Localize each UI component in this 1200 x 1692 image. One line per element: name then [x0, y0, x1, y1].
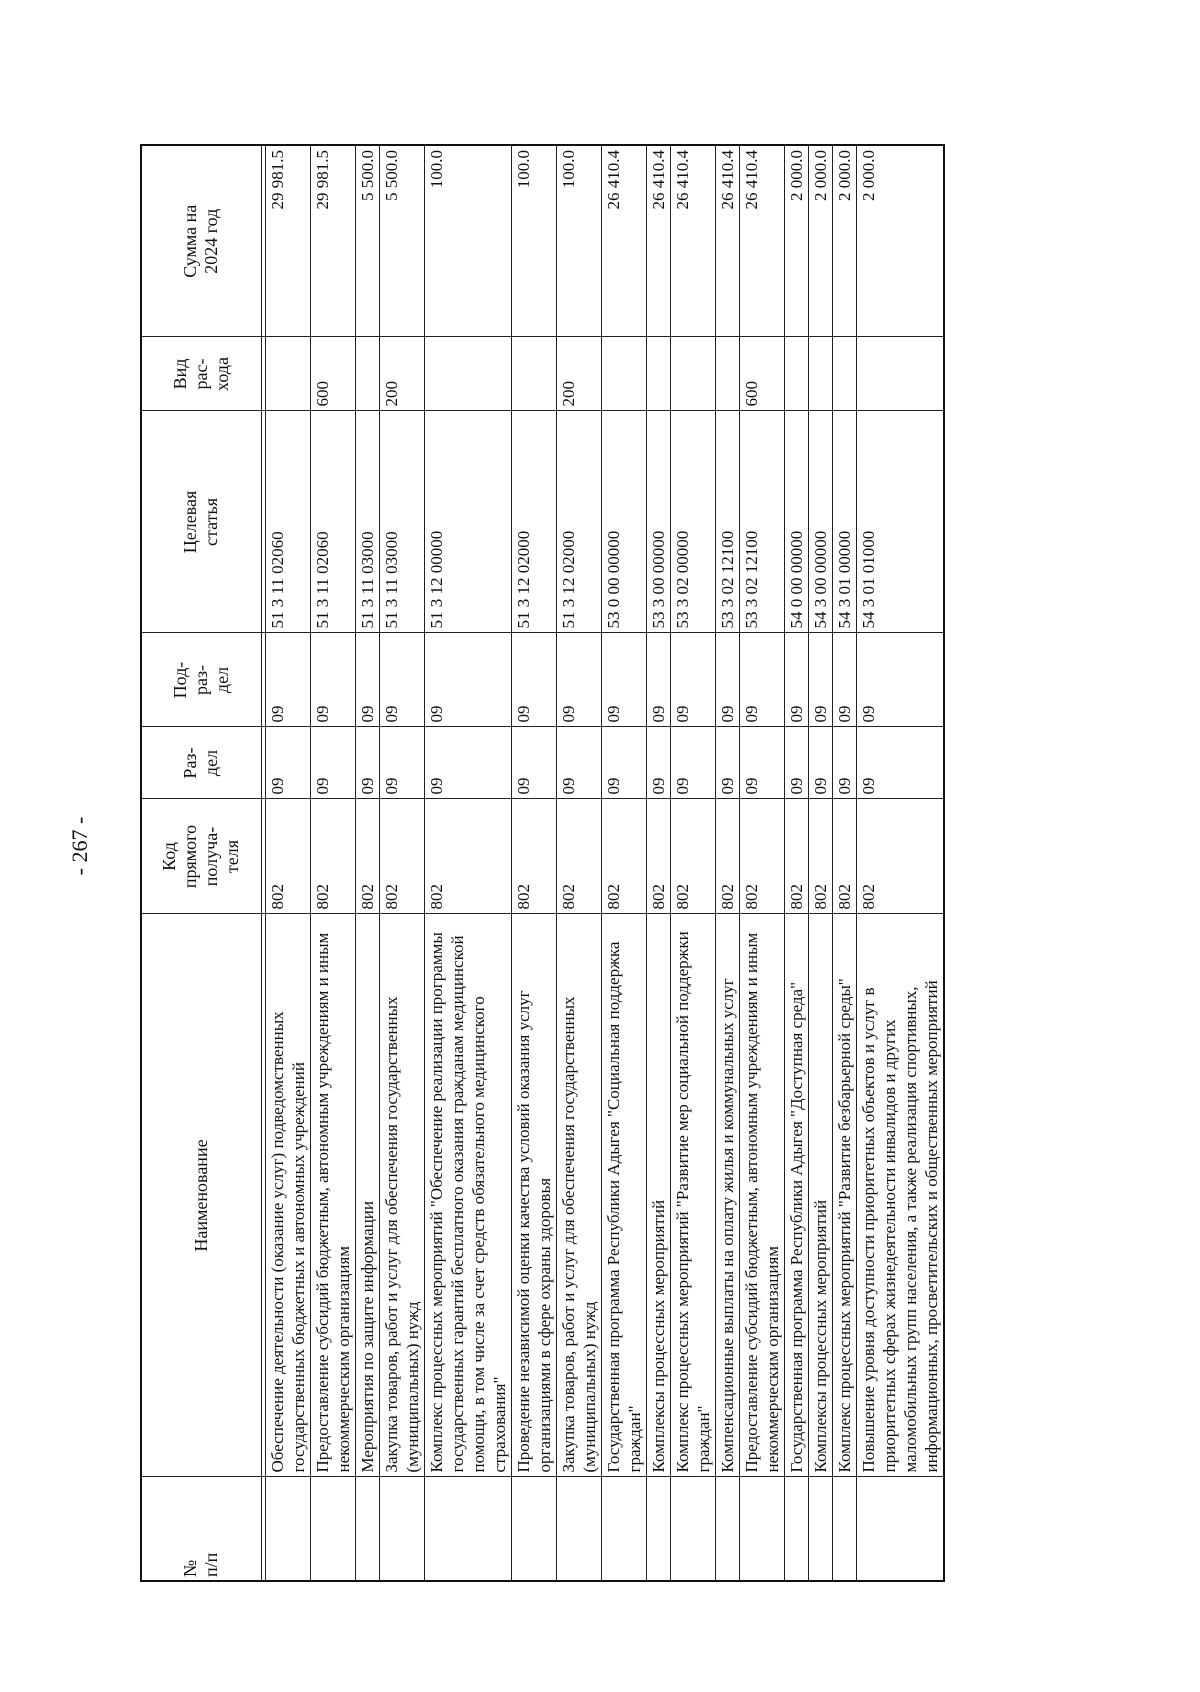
header-sum — [141, 145, 261, 337]
header-code-text: Код прямого получа- теля — [159, 824, 243, 889]
cell-section: 09 — [670, 727, 715, 799]
cell-section: 09 — [646, 727, 670, 799]
header-name — [141, 914, 261, 1477]
cell-section: 09 — [511, 727, 556, 799]
cell-type: 200 — [379, 337, 424, 411]
cell-subsection: 09 — [832, 633, 856, 727]
cell-sum: 100.0 — [511, 145, 556, 337]
cell-code: 802 — [739, 799, 784, 914]
cell-subsection: 09 — [715, 633, 739, 727]
cell-name: Закупка товаров, работ и услуг для обеспечения государственных (муниципальных) нужд — [556, 914, 601, 1477]
cell-code: 802 — [808, 799, 832, 914]
cell-target: 54 3 00 00000 — [808, 411, 832, 633]
header-num-text: № п/п — [180, 1552, 222, 1577]
table-row — [856, 145, 944, 1581]
cell-target: 53 3 02 12100 — [739, 411, 784, 633]
cell-num — [739, 1477, 784, 1581]
cell-code: 802 — [856, 799, 944, 914]
cell-subsection: 09 — [739, 633, 784, 727]
cell-target: 54 3 01 01000 — [856, 411, 944, 633]
table-row — [739, 145, 784, 1581]
cell-sum: 29 981.5 — [310, 145, 355, 337]
cell-code: 802 — [265, 799, 310, 914]
cell-name: Проведение независимой оценки качества условий оказания услуг организациями в сфере охраны здоровья — [511, 914, 556, 1477]
header-section-text: Раз- дел — [180, 747, 222, 779]
cell-name: Комплекс процессных мероприятий "Обеспечение реализации программы государственных гарантий бесплатного оказания гражданам медицинской помощи, в том числе за счет средств обязательного медицинского страхования" — [424, 914, 511, 1477]
cell-target: 53 3 02 00000 — [670, 411, 715, 633]
cell-target: 51 3 12 02000 — [556, 411, 601, 633]
cell-num — [784, 1477, 808, 1581]
header-num — [141, 1477, 261, 1581]
cell-subsection: 09 — [511, 633, 556, 727]
cell-type — [601, 337, 646, 411]
cell-num — [511, 1477, 556, 1581]
header-row — [141, 145, 261, 1581]
cell-type — [424, 337, 511, 411]
cell-subsection: 09 — [379, 633, 424, 727]
cell-type — [355, 337, 379, 411]
cell-target: 51 3 11 02060 — [310, 411, 355, 633]
header-name-text: Наименование — [190, 1139, 211, 1252]
cell-type: 600 — [310, 337, 355, 411]
cell-num — [832, 1477, 856, 1581]
table-row — [265, 145, 310, 1581]
page-number: - 267 - — [67, 816, 92, 876]
cell-type — [715, 337, 739, 411]
cell-sum: 29 981.5 — [265, 145, 310, 337]
cell-code: 802 — [556, 799, 601, 914]
cell-type — [265, 337, 310, 411]
cell-name: Компенсационные выплаты на оплату жилья и коммунальных услуг — [715, 914, 739, 1477]
cell-code: 802 — [646, 799, 670, 914]
cell-target: 54 3 01 00000 — [832, 411, 856, 633]
cell-target: 53 3 02 12100 — [715, 411, 739, 633]
cell-target: 51 3 11 03000 — [379, 411, 424, 633]
cell-section: 09 — [715, 727, 739, 799]
cell-type — [646, 337, 670, 411]
cell-type — [832, 337, 856, 411]
header-code — [141, 799, 261, 914]
cell-code: 802 — [832, 799, 856, 914]
cell-code: 802 — [670, 799, 715, 914]
cell-subsection: 09 — [808, 633, 832, 727]
cell-section: 09 — [379, 727, 424, 799]
cell-sum: 26 410.4 — [601, 145, 646, 337]
cell-type — [670, 337, 715, 411]
cell-name: Повышение уровня доступности приоритетных объектов и услуг в приоритетных сферах жизнедеятельности инвалидов и других маломобильных групп населения, а также реализация спортивных, информационных, просветительских и общественных мероприятий — [856, 914, 944, 1477]
cell-sum: 5 500.0 — [379, 145, 424, 337]
table-row — [808, 145, 832, 1581]
budget-table — [140, 144, 945, 1582]
cell-name: Комплексы процессных мероприятий — [646, 914, 670, 1477]
cell-name: Государственная программа Республики Адыгея "Доступная среда" — [784, 914, 808, 1477]
cell-type: 200 — [556, 337, 601, 411]
header-sum-text: Сумма на 2024 год — [180, 204, 222, 278]
cell-target: 51 3 12 00000 — [424, 411, 511, 633]
cell-section: 09 — [265, 727, 310, 799]
cell-subsection: 09 — [856, 633, 944, 727]
cell-code: 802 — [355, 799, 379, 914]
cell-target: 53 0 00 00000 — [601, 411, 646, 633]
cell-sum: 2 000.0 — [832, 145, 856, 337]
cell-name: Комплексы процессных мероприятий — [808, 914, 832, 1477]
cell-target: 51 3 12 02000 — [511, 411, 556, 633]
cell-type: 600 — [739, 337, 784, 411]
cell-sum: 26 410.4 — [646, 145, 670, 337]
table-body — [265, 145, 944, 1581]
cell-section: 09 — [832, 727, 856, 799]
cell-subsection: 09 — [424, 633, 511, 727]
table-row — [424, 145, 511, 1581]
table-row — [511, 145, 556, 1581]
cell-subsection: 09 — [646, 633, 670, 727]
table-row — [601, 145, 646, 1581]
header-target — [141, 411, 261, 633]
cell-section: 09 — [556, 727, 601, 799]
header-subsection — [141, 633, 261, 727]
cell-subsection: 09 — [670, 633, 715, 727]
cell-num — [355, 1477, 379, 1581]
cell-num — [379, 1477, 424, 1581]
cell-section: 09 — [424, 727, 511, 799]
cell-target: 53 3 00 00000 — [646, 411, 670, 633]
cell-num — [424, 1477, 511, 1581]
cell-target: 51 3 11 03000 — [355, 411, 379, 633]
cell-subsection: 09 — [784, 633, 808, 727]
cell-section: 09 — [739, 727, 784, 799]
cell-code: 802 — [310, 799, 355, 914]
cell-num — [556, 1477, 601, 1581]
cell-sum: 26 410.4 — [715, 145, 739, 337]
cell-subsection: 09 — [556, 633, 601, 727]
cell-code: 802 — [715, 799, 739, 914]
table-row — [310, 145, 355, 1581]
cell-target: 51 3 11 02060 — [265, 411, 310, 633]
cell-sum: 100.0 — [556, 145, 601, 337]
table-row — [784, 145, 808, 1581]
cell-name: Закупка товаров, работ и услуг для обеспечения государственных (муниципальных) нужд — [379, 914, 424, 1477]
cell-name: Обеспечение деятельности (оказание услуг) подведомственных государственных бюджетных и автономных учреждений — [265, 914, 310, 1477]
cell-name: Предоставление субсидий бюджетным, автономным учреждениям и иным некоммерческим организациям — [739, 914, 784, 1477]
cell-code: 802 — [784, 799, 808, 914]
cell-subsection: 09 — [265, 633, 310, 727]
cell-section: 09 — [856, 727, 944, 799]
cell-type — [808, 337, 832, 411]
cell-subsection: 09 — [355, 633, 379, 727]
cell-name: Предоставление субсидий бюджетным, автономным учреждениям и иным некоммерческим организациям — [310, 914, 355, 1477]
cell-subsection: 09 — [601, 633, 646, 727]
header-type-text: Вид рас- хода — [169, 357, 232, 391]
cell-sum: 5 500.0 — [355, 145, 379, 337]
cell-sum: 2 000.0 — [808, 145, 832, 337]
header-type — [141, 337, 261, 411]
cell-sum: 26 410.4 — [670, 145, 715, 337]
cell-name: Комплекс процессных мероприятий "Развитие безбарьерной среды" — [832, 914, 856, 1477]
cell-sum: 2 000.0 — [784, 145, 808, 337]
cell-sum: 2 000.0 — [856, 145, 944, 337]
cell-num — [601, 1477, 646, 1581]
cell-num — [265, 1477, 310, 1581]
cell-num — [856, 1477, 944, 1581]
cell-section: 09 — [355, 727, 379, 799]
table-row — [556, 145, 601, 1581]
cell-type — [784, 337, 808, 411]
cell-name: Комплекс процессных мероприятий "Развитие мер социальной поддержки граждан" — [670, 914, 715, 1477]
table-row — [379, 145, 424, 1581]
cell-code: 802 — [511, 799, 556, 914]
cell-section: 09 — [601, 727, 646, 799]
table-row — [715, 145, 739, 1581]
cell-num — [646, 1477, 670, 1581]
cell-type — [856, 337, 944, 411]
header-subsection-text: Под- раз- дел — [169, 661, 232, 699]
table-row — [670, 145, 715, 1581]
cell-section: 09 — [310, 727, 355, 799]
table-row — [832, 145, 856, 1581]
cell-type — [511, 337, 556, 411]
cell-num — [310, 1477, 355, 1581]
cell-sum: 26 410.4 — [739, 145, 784, 337]
cell-target: 54 0 00 00000 — [784, 411, 808, 633]
cell-num — [715, 1477, 739, 1581]
cell-subsection: 09 — [310, 633, 355, 727]
cell-code: 802 — [424, 799, 511, 914]
cell-section: 09 — [808, 727, 832, 799]
rotated-page-content — [140, 146, 1052, 1582]
cell-section: 09 — [784, 727, 808, 799]
cell-name: Мероприятия по защите информации — [355, 914, 379, 1477]
cell-name: Государственная программа Республики Адыгея "Социальная поддержка граждан" — [601, 914, 646, 1477]
cell-code: 802 — [379, 799, 424, 914]
cell-num — [808, 1477, 832, 1581]
cell-sum: 100.0 — [424, 145, 511, 337]
header-target-text: Целевая статья — [180, 490, 222, 554]
header-section — [141, 727, 261, 799]
table-row — [355, 145, 379, 1581]
table-row — [646, 145, 670, 1581]
cell-num — [670, 1477, 715, 1581]
cell-code: 802 — [601, 799, 646, 914]
